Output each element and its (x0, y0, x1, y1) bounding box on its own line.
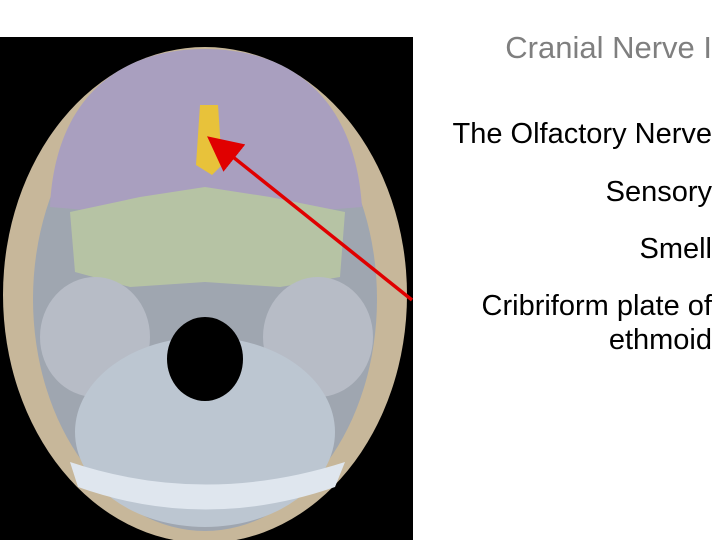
slide-title: Cranial Nerve I (505, 30, 712, 65)
foramen-magnum (167, 317, 243, 401)
bullet-olfactory-nerve: The Olfactory Nerve (452, 118, 712, 150)
skull-base-photo (0, 37, 413, 540)
bullet-cribriform-plate: Cribriform plate of ethmoid (481, 290, 712, 356)
bullet-smell: Smell (639, 233, 712, 265)
bullet-sensory: Sensory (605, 176, 712, 208)
cribriform-plate (196, 105, 222, 175)
